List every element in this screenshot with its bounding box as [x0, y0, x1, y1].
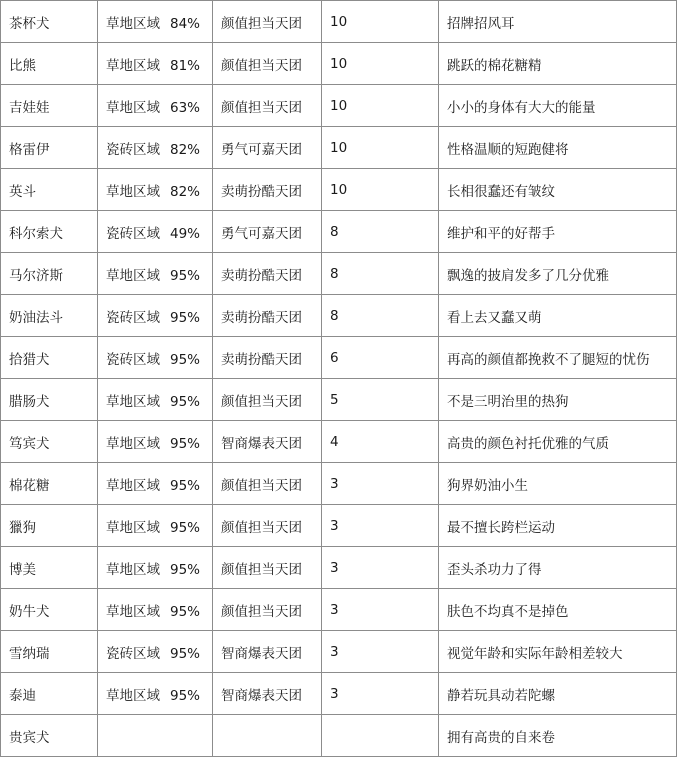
- area-percentage: 95%: [170, 435, 201, 452]
- description-cell: 狗界奶油小生: [439, 463, 677, 505]
- area-label: 瓷砖区域: [106, 351, 160, 368]
- score-cell: 3: [322, 463, 439, 505]
- area-cell: [98, 631, 213, 673]
- group-cell: [213, 715, 322, 757]
- breed-name-cell: 吉娃娃: [1, 85, 98, 127]
- breed-name-cell: 茶杯犬: [1, 1, 98, 43]
- breed-name-cell: 博美: [1, 547, 98, 589]
- breed-name-cell: 格雷伊: [1, 127, 98, 169]
- area-cell: [98, 421, 213, 463]
- area-cell: [98, 673, 213, 715]
- area-percentage: 95%: [170, 687, 201, 704]
- area-label: 瓷砖区域: [106, 309, 160, 326]
- breed-name-cell: 獵狗: [1, 505, 98, 547]
- area-label: 草地区域: [106, 687, 160, 704]
- group-cell: 卖萌扮酷天团: [213, 169, 322, 211]
- score-cell: 8: [322, 253, 439, 295]
- group-cell: 颜值担当天团: [213, 1, 322, 43]
- group-cell: 颜值担当天团: [213, 379, 322, 421]
- description-cell: 歪头杀功力了得: [439, 547, 677, 589]
- area-label: 瓷砖区域: [106, 141, 160, 158]
- area-cell: [98, 463, 213, 505]
- area-cell: [98, 169, 213, 211]
- description-cell: 飘逸的披肩发多了几分优雅: [439, 253, 677, 295]
- area-percentage: 95%: [170, 561, 201, 578]
- area-label: 草地区域: [106, 561, 160, 578]
- area-cell: [98, 547, 213, 589]
- score-cell: 3: [322, 547, 439, 589]
- description-cell: 长相很蠢还有皱纹: [439, 169, 677, 211]
- description-cell: 视觉年龄和实际年龄相差较大: [439, 631, 677, 673]
- area-percentage: 84%: [170, 15, 201, 32]
- area-cell: [98, 505, 213, 547]
- area-percentage: 82%: [170, 183, 201, 200]
- area-percentage: 82%: [170, 141, 201, 158]
- table-row: [1, 295, 677, 337]
- table-body: [1, 1, 677, 757]
- area-label: 草地区域: [106, 435, 160, 452]
- area-label: 瓷砖区域: [106, 225, 160, 242]
- description-cell: 肤色不均真不是掉色: [439, 589, 677, 631]
- breed-name-cell: 马尔济斯: [1, 253, 98, 295]
- description-cell: 再高的颜值都挽救不了腿短的忧伤: [439, 337, 677, 379]
- group-cell: 颜值担当天团: [213, 463, 322, 505]
- area-cell: [98, 715, 213, 757]
- score-cell: 3: [322, 673, 439, 715]
- group-cell: 颜值担当天团: [213, 547, 322, 589]
- description-cell: 小小的身体有大大的能量: [439, 85, 677, 127]
- score-cell: 3: [322, 589, 439, 631]
- group-cell: 卖萌扮酷天团: [213, 295, 322, 337]
- breed-name-cell: 比熊: [1, 43, 98, 85]
- table-row: [1, 253, 677, 295]
- area-cell: [98, 589, 213, 631]
- score-cell: 10: [322, 1, 439, 43]
- score-cell: 8: [322, 211, 439, 253]
- description-cell: 高贵的颜色衬托优雅的气质: [439, 421, 677, 463]
- description-cell: 拥有高贵的自来卷: [439, 715, 677, 757]
- description-cell: 维护和平的好帮手: [439, 211, 677, 253]
- score-cell: 4: [322, 421, 439, 463]
- table-row: [1, 337, 677, 379]
- table-row: [1, 673, 677, 715]
- score-cell: 6: [322, 337, 439, 379]
- area-cell: [98, 253, 213, 295]
- group-cell: 勇气可嘉天团: [213, 127, 322, 169]
- group-cell: 智商爆表天团: [213, 631, 322, 673]
- area-percentage: 63%: [170, 99, 201, 116]
- area-percentage: 95%: [170, 645, 201, 662]
- breed-name-cell: 奶油法斗: [1, 295, 98, 337]
- area-label: 草地区域: [106, 57, 160, 74]
- group-cell: 卖萌扮酷天团: [213, 253, 322, 295]
- score-cell: 10: [322, 43, 439, 85]
- area-cell: [98, 295, 213, 337]
- breed-name-cell: 拾猎犬: [1, 337, 98, 379]
- description-cell: 跳跃的棉花糖精: [439, 43, 677, 85]
- table-row: [1, 169, 677, 211]
- table-row: [1, 421, 677, 463]
- table-row: [1, 127, 677, 169]
- table-row: [1, 43, 677, 85]
- score-cell: 5: [322, 379, 439, 421]
- area-percentage: 95%: [170, 477, 201, 494]
- area-label: 草地区域: [106, 477, 160, 494]
- group-cell: 勇气可嘉天团: [213, 211, 322, 253]
- breed-name-cell: 英斗: [1, 169, 98, 211]
- area-label: 草地区域: [106, 519, 160, 536]
- table-row: [1, 547, 677, 589]
- table-row: [1, 505, 677, 547]
- group-cell: 卖萌扮酷天团: [213, 337, 322, 379]
- group-cell: 颜值担当天团: [213, 43, 322, 85]
- breed-name-cell: 笃宾犬: [1, 421, 98, 463]
- area-percentage: 95%: [170, 351, 201, 368]
- area-label: 草地区域: [106, 99, 160, 116]
- group-cell: 颜值担当天团: [213, 85, 322, 127]
- area-cell: [98, 43, 213, 85]
- description-cell: 招牌招风耳: [439, 1, 677, 43]
- description-cell: 最不擅长跨栏运动: [439, 505, 677, 547]
- area-label: 草地区域: [106, 183, 160, 200]
- area-cell: [98, 85, 213, 127]
- area-cell: [98, 127, 213, 169]
- breed-name-cell: 雪纳瑞: [1, 631, 98, 673]
- area-label: 草地区域: [106, 393, 160, 410]
- description-cell: 静若玩具动若陀螺: [439, 673, 677, 715]
- group-cell: 颜值担当天团: [213, 589, 322, 631]
- breed-name-cell: 奶牛犬: [1, 589, 98, 631]
- breed-name-cell: 腊肠犬: [1, 379, 98, 421]
- breed-name-cell: 科尔索犬: [1, 211, 98, 253]
- area-cell: [98, 1, 213, 43]
- description-cell: 不是三明治里的热狗: [439, 379, 677, 421]
- area-percentage: 95%: [170, 603, 201, 620]
- area-cell: [98, 211, 213, 253]
- score-cell: 10: [322, 85, 439, 127]
- score-cell: 10: [322, 127, 439, 169]
- breed-name-cell: 泰迪: [1, 673, 98, 715]
- group-cell: 智商爆表天团: [213, 421, 322, 463]
- table-row: [1, 1, 677, 43]
- group-cell: 智商爆表天团: [213, 673, 322, 715]
- table-row: [1, 463, 677, 505]
- area-percentage: 95%: [170, 309, 201, 326]
- table-row: [1, 631, 677, 673]
- area-percentage: 95%: [170, 519, 201, 536]
- description-cell: 性格温顺的短跑健将: [439, 127, 677, 169]
- table-row: [1, 589, 677, 631]
- area-label: 瓷砖区域: [106, 645, 160, 662]
- area-label: 草地区域: [106, 267, 160, 284]
- table-row: [1, 211, 677, 253]
- score-cell: 10: [322, 169, 439, 211]
- score-cell: [322, 715, 439, 757]
- description-cell: 看上去又蠢又萌: [439, 295, 677, 337]
- area-percentage: 81%: [170, 57, 201, 74]
- table-row: [1, 715, 677, 757]
- area-cell: [98, 379, 213, 421]
- breed-name-cell: 贵宾犬: [1, 715, 98, 757]
- area-label: 草地区域: [106, 15, 160, 32]
- table-row: [1, 379, 677, 421]
- table-row: [1, 85, 677, 127]
- area-percentage: 95%: [170, 393, 201, 410]
- score-cell: 3: [322, 631, 439, 673]
- area-percentage: 95%: [170, 267, 201, 284]
- area-label: 草地区域: [106, 603, 160, 620]
- group-cell: 颜值担当天团: [213, 505, 322, 547]
- breed-name-cell: 棉花糖: [1, 463, 98, 505]
- area-percentage: 49%: [170, 225, 201, 242]
- score-cell: 3: [322, 505, 439, 547]
- area-cell: [98, 337, 213, 379]
- score-cell: 8: [322, 295, 439, 337]
